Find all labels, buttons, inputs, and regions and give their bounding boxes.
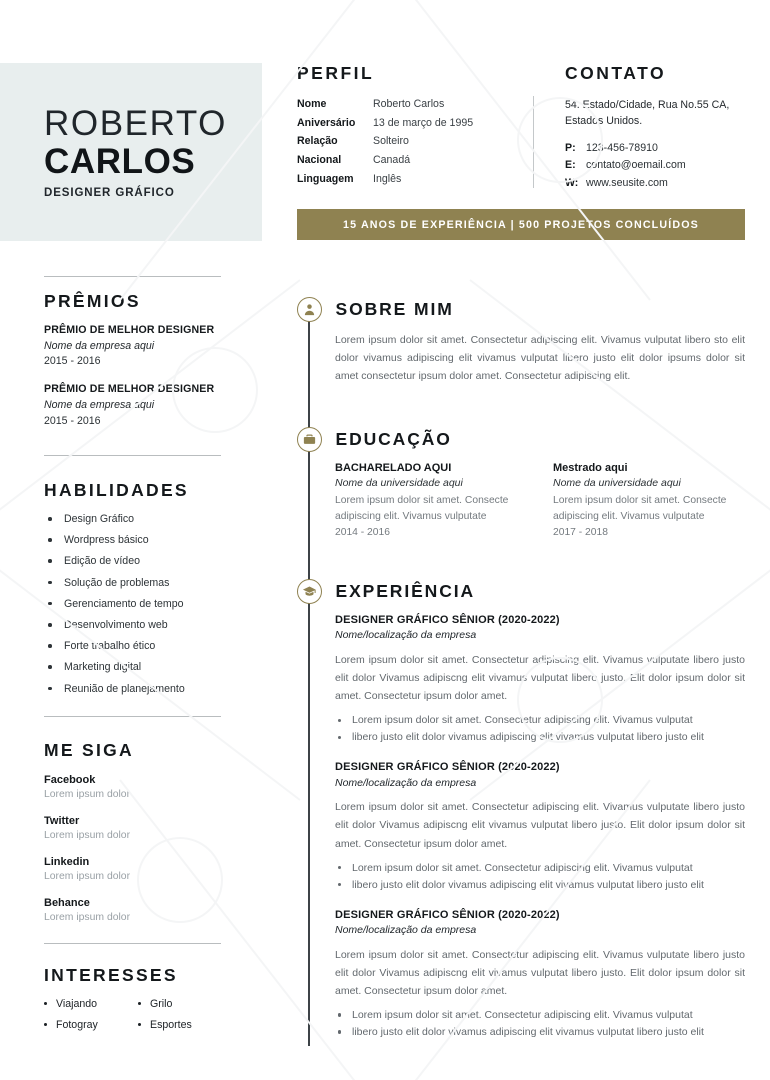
award-company: Nome da empresa aqui xyxy=(44,339,155,352)
contato-title: CONTATO xyxy=(565,63,667,83)
vertical-divider xyxy=(533,96,534,188)
skill-item: Forte trabalho ético xyxy=(44,640,224,653)
social-network: Behance xyxy=(44,896,90,909)
job-role: DESIGNER GRÁFICO xyxy=(44,186,175,199)
job-item xyxy=(335,613,745,746)
skill-item: Edição de vídeo xyxy=(44,555,224,568)
skill-item: Desenvolvimento web xyxy=(44,619,224,632)
stats-banner: 15 ANOS DE EXPERIÊNCIA | 500 PROJETOS CONCLUÍDOS xyxy=(297,209,745,240)
job-title: DESIGNER GRÁFICO SÊNIOR (2020-2022) xyxy=(335,908,560,921)
name-block xyxy=(0,63,262,241)
award-years: 2015 - 2016 xyxy=(44,414,101,427)
contato-key-website: W: xyxy=(565,177,579,190)
award-company: Nome da empresa aqui xyxy=(44,399,155,412)
perfil-key: Nome xyxy=(297,98,327,110)
section-sobre-mim xyxy=(297,296,745,385)
education-years: 2017 - 2018 xyxy=(553,526,608,538)
section-contato xyxy=(533,63,745,195)
section-educacao xyxy=(297,426,745,540)
award-name: PRÊMIO DE MELHOR DESIGNER xyxy=(44,324,215,336)
social-item-behance[interactable] xyxy=(44,896,224,925)
education-description: Lorem ipsum dolor sit amet. Consecte adipiscing elit. Vivamus vulputate xyxy=(553,494,727,522)
experiencia-header xyxy=(297,578,745,604)
job-company: Nome/localização da empresa xyxy=(335,776,477,789)
social-item-linkedin[interactable] xyxy=(44,855,224,884)
interest-item: Grilo xyxy=(138,998,232,1011)
education-item xyxy=(553,461,745,540)
sobre-mim-body xyxy=(335,331,745,385)
premios-title: PRÊMIOS xyxy=(44,291,141,311)
job-description: Lorem ipsum dolor sit amet. Consectetur adipiscing elit. Vivamus vulputate libero justo elit dolor Vivamus adipiscng elit vivamus vulputat libero justo. Elit dolor ipsum dolor sit amet. Consectetur ipsum dolor amet. xyxy=(335,801,745,850)
education-years: 2014 - 2016 xyxy=(335,526,390,538)
perfil-row xyxy=(297,117,533,129)
job-point: Lorem ipsum dolor sit amet. Consectetur adipiscing elit. Vivamus vulputat xyxy=(335,712,745,729)
section-experiencia xyxy=(297,578,745,1055)
education-grid xyxy=(335,461,745,540)
sobre-mim-title: SOBRE MIM xyxy=(335,298,454,319)
perfil-key: Linguagem xyxy=(297,172,354,185)
experiencia-title: EXPERIÊNCIA xyxy=(335,580,476,601)
job-points-list xyxy=(335,1007,745,1041)
perfil-row xyxy=(297,154,533,166)
divider-interesses xyxy=(44,943,221,944)
perfil-row xyxy=(297,98,533,110)
job-point: Lorem ipsum dolor sit amet. Consectetur adipiscing elit. Vivamus vulputat xyxy=(335,860,745,877)
interest-item: Fotogray xyxy=(44,1019,138,1032)
section-premios xyxy=(44,291,224,443)
job-points-list xyxy=(335,712,745,746)
main-column xyxy=(272,0,770,1080)
contato-phone[interactable]: 123-456-78910 xyxy=(586,141,658,154)
top-info-row xyxy=(297,63,745,195)
job-point: libero justo elit dolor vivamus adipiscing elit vivamus vulputat libero justo elit xyxy=(335,729,745,746)
section-habilidades xyxy=(44,480,224,704)
education-degree: BACHARELADO AQUI xyxy=(335,462,452,474)
education-degree: Mestrado aqui xyxy=(553,462,628,474)
perfil-value: Canadá xyxy=(373,154,411,167)
contato-key-email: E: xyxy=(565,159,576,172)
job-description: Lorem ipsum dolor sit amet. Consectetur adipiscing elit. Vivamus vulputate libero justo elit dolor Vivamus adipiscng elit vivamus vulputat libero justo. Elit dolor ipsum dolor sit amet. Consectetur ipsum dolor amet. xyxy=(335,654,745,703)
award-years: 2015 - 2016 xyxy=(44,355,101,368)
job-point: Lorem ipsum dolor sit amet. Consectetur adipiscing elit. Vivamus vulputat xyxy=(335,1007,745,1024)
experiencia-body xyxy=(335,613,745,1041)
award-name: PRÊMIO DE MELHOR DESIGNER xyxy=(44,383,215,396)
skill-item: Solução de problemas xyxy=(44,577,224,590)
perfil-key: Relação xyxy=(297,135,338,148)
educacao-body xyxy=(335,461,745,540)
perfil-title: PERFIL xyxy=(297,63,375,83)
educacao-title: EDUCAÇÃO xyxy=(335,428,452,449)
contato-email[interactable]: contato@oemail.com xyxy=(586,159,686,172)
perfil-row xyxy=(297,135,533,147)
social-item-facebook[interactable] xyxy=(44,773,224,802)
graduation-cap-icon xyxy=(297,579,322,604)
perfil-value: Solteiro xyxy=(373,135,409,148)
job-point: libero justo elit dolor vivamus adipiscing elit vivamus vulputat libero justo elit xyxy=(335,1024,745,1041)
interesses-title: INTERESSES xyxy=(44,965,178,985)
contato-address: 54. Estado/Cidade, Rua No.55 CA, Estados Unidos. xyxy=(565,99,730,127)
contato-website[interactable]: www.seusite.com xyxy=(586,177,668,190)
person-icon xyxy=(297,297,322,322)
job-title: DESIGNER GRÁFICO SÊNIOR (2020-2022) xyxy=(335,761,560,774)
social-handle: Lorem ipsum dolor xyxy=(44,911,131,923)
skill-item: Marketing digital xyxy=(44,661,224,674)
perfil-value: Roberto Carlos xyxy=(373,98,445,110)
habilidades-title: HABILIDADES xyxy=(44,480,189,500)
skill-item: Wordpress básico xyxy=(44,534,224,547)
skills-list xyxy=(44,513,224,695)
section-me-siga xyxy=(44,740,224,937)
me-siga-title: ME SIGA xyxy=(44,740,134,760)
education-university: Nome da universidade aqui xyxy=(335,476,463,489)
job-points-list xyxy=(335,860,745,894)
contato-key-phone: P: xyxy=(565,141,576,154)
award-item xyxy=(44,324,224,369)
skill-item: Gerenciamento de tempo xyxy=(44,598,224,611)
educacao-header xyxy=(297,426,745,452)
job-description: Lorem ipsum dolor sit amet. Consectetur adipiscing elit. Vivamus vulputate libero justo elit dolor Vivamus adipiscng elit vivamus vulputat libero justo. Elit dolor ipsum dolor sit amet. Consectetur ipsum dolor amet. xyxy=(335,948,745,997)
job-point: libero justo elit dolor vivamus adipiscing elit vivamus vulputat libero justo elit xyxy=(335,877,745,894)
perfil-row xyxy=(297,173,533,185)
social-network: Facebook xyxy=(44,774,96,786)
section-interesses xyxy=(44,965,224,1031)
job-company: Nome/localização da empresa xyxy=(335,629,477,642)
interests-grid xyxy=(44,998,224,1031)
job-item xyxy=(335,908,745,1041)
sidebar xyxy=(0,0,272,1080)
divider-habilidades xyxy=(44,455,221,456)
skill-item: Reunião de planejamento xyxy=(44,683,224,696)
interest-item: Viajando xyxy=(44,998,138,1011)
education-university: Nome da universidade aqui xyxy=(553,476,681,489)
job-company: Nome/localização da empresa xyxy=(335,923,477,936)
perfil-key: Nacional xyxy=(297,154,342,167)
education-item xyxy=(335,461,527,540)
job-item xyxy=(335,760,745,893)
perfil-key: Aniversário xyxy=(297,116,356,129)
skill-item: Design Gráfico xyxy=(44,513,224,526)
divider-premios xyxy=(44,276,221,277)
last-name: CARLOS xyxy=(44,142,196,181)
social-network: Linkedin xyxy=(44,855,90,868)
social-network: Twitter xyxy=(44,814,80,827)
sobre-mim-header xyxy=(297,296,745,322)
social-handle: Lorem ipsum dolor xyxy=(44,870,131,882)
social-handle: Lorem ipsum dolor xyxy=(44,829,131,841)
first-name: ROBERTO xyxy=(44,104,228,144)
section-perfil xyxy=(297,63,533,195)
briefcase-icon xyxy=(297,427,322,452)
perfil-value: Inglês xyxy=(373,172,402,185)
award-item xyxy=(44,383,224,428)
contato-email-row xyxy=(565,159,745,172)
divider-me-siga xyxy=(44,716,221,717)
contato-website-row xyxy=(565,177,745,190)
perfil-value: 13 de março de 1995 xyxy=(373,116,474,129)
social-item-twitter[interactable] xyxy=(44,814,224,843)
interest-item: Esportes xyxy=(138,1019,232,1032)
education-description: Lorem ipsum dolor sit amet. Consecte adipiscing elit. Vivamus vulputate xyxy=(335,494,509,522)
job-title: DESIGNER GRÁFICO SÊNIOR (2020-2022) xyxy=(335,614,560,626)
social-handle: Lorem ipsum dolor xyxy=(44,788,131,800)
sobre-mim-text: Lorem ipsum dolor sit amet. Consectetur adipiscing elit. Vivamus vulputat libero sto elit dolor vivamus adipiscing elit vivamus vulputat libero justo elit dolor ipsums dolor sit amet consectetur ipsum dolor amet. Consectetur adipiscing elit. xyxy=(335,334,745,383)
contato-phone-row xyxy=(565,142,745,155)
